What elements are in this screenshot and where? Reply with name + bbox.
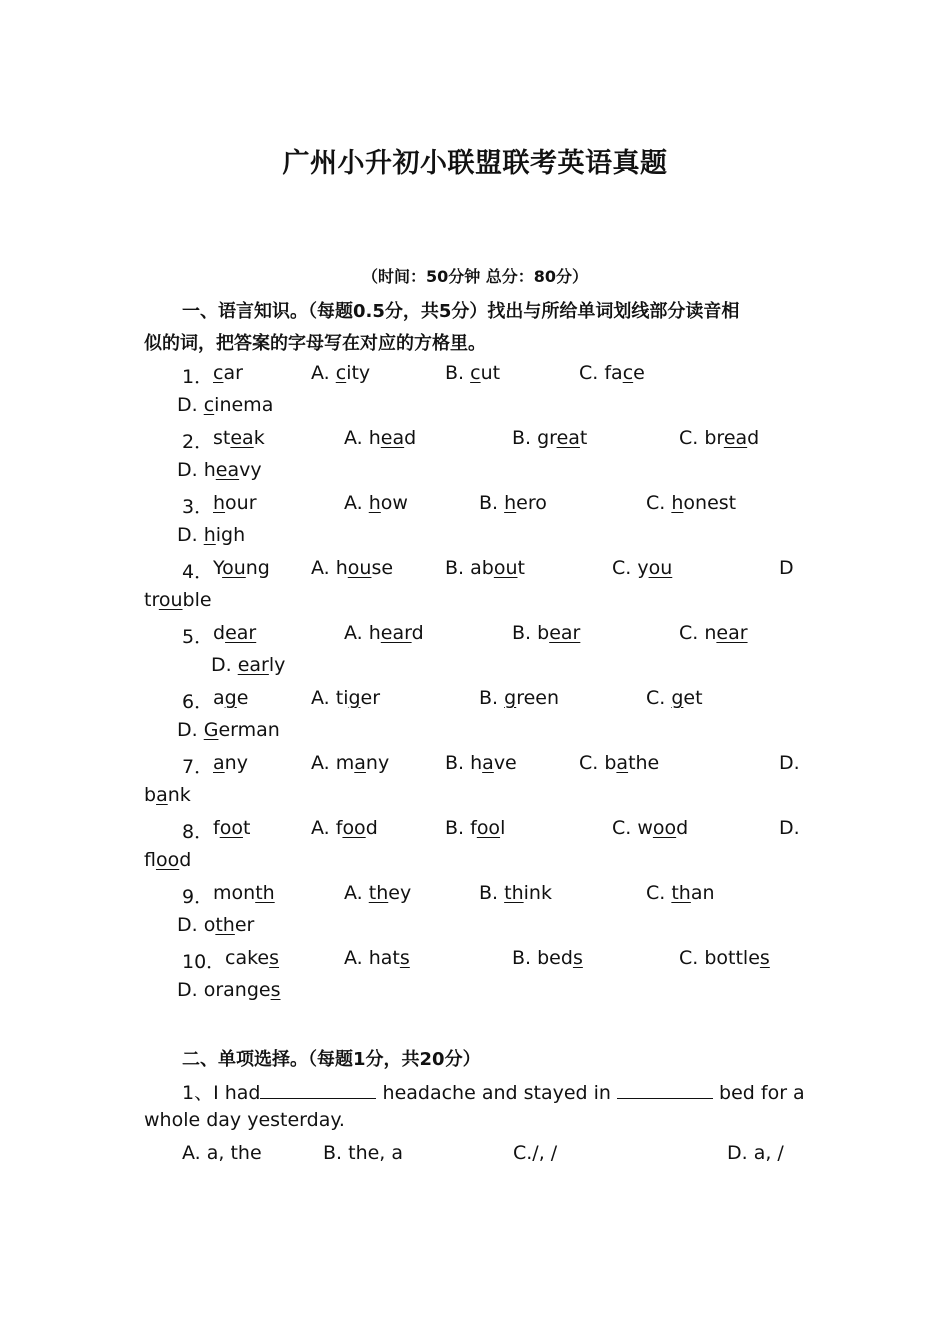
question-8-option-b[interactable]	[445, 817, 505, 839]
word-part: B. bed	[512, 947, 573, 969]
underlined-letters: th	[368, 882, 389, 904]
word-part: se	[371, 557, 394, 579]
question-8-number: 8．	[182, 821, 214, 843]
question-4-option-d[interactable]	[144, 589, 212, 611]
question-5-option-a[interactable]	[344, 622, 424, 644]
word-part: ut	[480, 362, 501, 384]
word-part: d	[747, 427, 760, 449]
question-6-option-d[interactable]	[177, 719, 280, 741]
word-part: ero	[516, 492, 547, 514]
question-10-option-b[interactable]	[512, 947, 583, 969]
word-part: D.	[211, 654, 238, 676]
time-info: （时间：50分钟 总分：80分）	[361, 267, 589, 286]
underlined-letters: ear	[225, 622, 257, 644]
question-8-option-a[interactable]	[311, 817, 378, 839]
word-part: e	[633, 362, 645, 384]
question-10-option-a[interactable]	[344, 947, 410, 969]
word-part: d	[676, 817, 689, 839]
underlined-letters: g	[671, 687, 684, 709]
word-part: A. h	[344, 427, 381, 449]
question-2-option-c[interactable]	[679, 427, 759, 449]
question-5-word	[213, 622, 256, 644]
question-4-option-c[interactable]	[612, 557, 672, 579]
underlined-letters: oo	[155, 849, 180, 871]
word-part: d	[404, 427, 417, 449]
word-part: ey	[388, 882, 412, 904]
word-part: b	[144, 784, 157, 806]
word-part: A.	[344, 492, 369, 514]
question-1-option-c[interactable]	[579, 362, 645, 384]
question-10-number: 10．	[182, 951, 226, 973]
word-part: vy	[239, 459, 262, 481]
word-part: D.	[779, 817, 800, 839]
word-part: C. b	[579, 752, 617, 774]
word-part: D. o	[177, 914, 216, 936]
mc-question-1-option-b[interactable]: B. the, a	[323, 1142, 404, 1164]
underlined-letters: g	[224, 687, 237, 709]
question-5-option-c[interactable]	[679, 622, 748, 644]
word-part: C. bottle	[679, 947, 760, 969]
underlined-letters: h	[368, 492, 381, 514]
word-part: fl	[144, 849, 156, 871]
question-3-option-b[interactable]	[479, 492, 547, 514]
question-8-word	[213, 817, 250, 839]
word-part: ve	[493, 752, 517, 774]
question-5-number: 5．	[182, 626, 214, 648]
question-2-word	[213, 427, 265, 449]
question-6-number: 6．	[182, 691, 214, 713]
question-1-option-b[interactable]	[445, 362, 500, 384]
word-part: d	[411, 622, 424, 644]
word-part: A. ti	[311, 687, 349, 709]
question-2-option-b[interactable]	[512, 427, 587, 449]
underlined-letters: oo	[652, 817, 677, 839]
word-part: tr	[144, 589, 159, 611]
question-3-option-d[interactable]	[177, 524, 245, 546]
underlined-letters: oo	[219, 817, 243, 839]
underlined-letters: c	[335, 362, 347, 384]
q1-text-b: headache and stayed in	[376, 1082, 617, 1104]
question-9-word	[213, 882, 275, 904]
word-part: B. f	[445, 817, 477, 839]
underlined-letters: a	[616, 752, 629, 774]
underlined-letters: G	[203, 719, 219, 741]
question-1-option-d[interactable]	[177, 394, 273, 416]
word-part: B.	[445, 362, 471, 384]
section1-heading-line2: 似的词，把答案的字母写在对应的方格里。	[144, 333, 486, 354]
underlined-letters: a	[213, 752, 225, 774]
word-part: e	[236, 687, 249, 709]
question-9-number: 9．	[182, 886, 214, 908]
word-part: C.	[646, 882, 672, 904]
mc-question-1-line1	[182, 1078, 805, 1105]
question-7-word	[213, 752, 248, 774]
word-part: ng	[245, 557, 270, 579]
question-7-option-d[interactable]	[144, 784, 191, 806]
underlined-letters: ea	[556, 427, 580, 449]
question-7-option-c[interactable]	[579, 752, 659, 774]
word-part: d	[213, 622, 226, 644]
underlined-letters: ou	[347, 557, 372, 579]
word-part: er	[360, 687, 381, 709]
word-part: D. h	[177, 459, 216, 481]
underlined-letters: g	[504, 687, 517, 709]
q1-blank-2[interactable]	[617, 1097, 713, 1099]
word-part: A.	[344, 882, 369, 904]
question-5-option-b[interactable]	[512, 622, 580, 644]
word-part: erman	[218, 719, 280, 741]
underlined-letters: s	[270, 979, 281, 1001]
question-3-number: 3．	[182, 496, 214, 518]
q1-text-a: 1、I had	[182, 1082, 261, 1104]
underlined-letters: c	[203, 394, 215, 416]
word-part: ly	[268, 654, 286, 676]
word-part: cake	[225, 947, 270, 969]
underlined-letters: s	[759, 947, 770, 969]
question-2-number: 2．	[182, 431, 214, 453]
underlined-letters: ea	[215, 459, 240, 481]
question-9-option-c[interactable]	[646, 882, 715, 904]
question-1-word	[213, 362, 243, 384]
question-2-option-d[interactable]	[177, 459, 262, 481]
question-7-option-d-label[interactable]	[779, 752, 800, 774]
question-6-word	[213, 687, 248, 709]
word-part: D.	[177, 524, 204, 546]
word-part: ble	[182, 589, 212, 611]
word-part: C. n	[679, 622, 717, 644]
underlined-letters: ou	[222, 557, 246, 579]
mc-question-1-option-a[interactable]: A. a, the	[182, 1142, 262, 1164]
question-8-option-d-label[interactable]	[779, 817, 800, 839]
underlined-letters: ou	[648, 557, 673, 579]
underlined-letters: s	[572, 947, 583, 969]
underlined-letters: oo	[342, 817, 366, 839]
question-3-word	[213, 492, 257, 514]
question-3-option-c[interactable]	[646, 492, 736, 514]
word-part: f	[213, 817, 220, 839]
underlined-letters: c	[213, 362, 224, 384]
word-part: igh	[215, 524, 246, 546]
question-8-option-c[interactable]	[612, 817, 688, 839]
question-8-option-d[interactable]	[144, 849, 191, 871]
question-7-option-a[interactable]	[311, 752, 389, 774]
word-part: D.	[177, 719, 204, 741]
word-part: the	[628, 752, 660, 774]
question-4-option-b[interactable]	[445, 557, 525, 579]
word-part: D. orange	[177, 979, 271, 1001]
word-part: C.	[646, 492, 672, 514]
underlined-letters: h	[671, 492, 684, 514]
mc-question-1-option-c[interactable]: C./, /	[513, 1142, 558, 1164]
question-10-option-d[interactable]	[177, 979, 281, 1001]
underlined-letters: h	[203, 524, 216, 546]
underlined-letters: ear	[549, 622, 581, 644]
question-7-option-b[interactable]	[445, 752, 517, 774]
word-part: et	[683, 687, 703, 709]
q1-text-c: bed for a	[713, 1082, 805, 1104]
word-part: d	[365, 817, 378, 839]
word-part: A.	[311, 362, 336, 384]
word-part: t	[242, 817, 251, 839]
word-part: onest	[683, 492, 737, 514]
question-7-number: 7．	[182, 756, 214, 778]
question-6-option-a[interactable]	[311, 687, 380, 709]
word-part: our	[225, 492, 257, 514]
word-part: a	[213, 687, 225, 709]
word-part: B.	[479, 882, 505, 904]
word-part: nk	[167, 784, 191, 806]
question-1-option-a[interactable]	[311, 362, 370, 384]
question-5-option-d[interactable]	[211, 654, 285, 676]
word-part: ar	[223, 362, 243, 384]
underlined-letters: h	[504, 492, 517, 514]
question-9-option-a[interactable]	[344, 882, 411, 904]
underlined-letters: ea	[380, 427, 405, 449]
question-10-word	[225, 947, 279, 969]
word-part: D.	[177, 394, 204, 416]
word-part: d	[179, 849, 192, 871]
word-part: D.	[779, 752, 800, 774]
section1-heading-line1: 一、语言知识。（每题0.5分，共5分）找出与所给单词划线部分读音相	[182, 301, 740, 322]
word-part: C. w	[612, 817, 653, 839]
underlined-letters: a	[156, 784, 168, 806]
word-part: t	[517, 557, 525, 579]
word-part: Y	[213, 557, 223, 579]
underlined-letters: g	[348, 687, 361, 709]
word-part: l	[500, 817, 506, 839]
q1-blank-1[interactable]	[260, 1097, 376, 1099]
question-3-option-a[interactable]	[344, 492, 408, 514]
word-part: inema	[214, 394, 274, 416]
page-title: 广州小升初小联盟联考英语真题	[282, 148, 668, 179]
underlined-letters: ea	[230, 427, 254, 449]
word-part: t	[579, 427, 588, 449]
underlined-letters: a	[482, 752, 494, 774]
word-part: B.	[479, 492, 505, 514]
word-part: ow	[380, 492, 408, 514]
underlined-letters: c	[622, 362, 634, 384]
underlined-letters: s	[399, 947, 410, 969]
word-part: C.	[646, 687, 672, 709]
underlined-letters: ear	[380, 622, 412, 644]
word-part: A. h	[311, 557, 348, 579]
word-part: ny	[224, 752, 248, 774]
underlined-letters: ear	[237, 654, 269, 676]
underlined-letters: th	[504, 882, 524, 904]
mc-question-1-option-d[interactable]: D. a, /	[727, 1142, 784, 1164]
underlined-letters: ou	[493, 557, 518, 579]
underlined-letters: h	[213, 492, 226, 514]
question-6-option-b[interactable]	[479, 687, 559, 709]
word-part: ny	[365, 752, 390, 774]
underlined-letters: th	[255, 882, 275, 904]
question-9-option-b[interactable]	[479, 882, 552, 904]
question-4-option-a[interactable]	[311, 557, 393, 579]
question-1-number: 1．	[182, 366, 214, 388]
word-part: k	[253, 427, 265, 449]
underlined-letters: oo	[476, 817, 501, 839]
word-part: B. ab	[445, 557, 494, 579]
word-part: ity	[346, 362, 371, 384]
question-4-word	[213, 557, 270, 579]
word-part: A. m	[311, 752, 355, 774]
word-part: ink	[523, 882, 552, 904]
word-part: C. y	[612, 557, 649, 579]
question-10-option-c[interactable]	[679, 947, 770, 969]
underlined-letters: ea	[723, 427, 748, 449]
underlined-letters: s	[269, 947, 280, 969]
word-part: C. br	[679, 427, 724, 449]
question-4-number: 4．	[182, 561, 214, 583]
word-part: B. h	[445, 752, 483, 774]
word-part: B. gr	[512, 427, 557, 449]
word-part: D	[779, 557, 794, 579]
word-part: reen	[516, 687, 560, 709]
word-part: A. hat	[344, 947, 400, 969]
underlined-letters: ou	[158, 589, 183, 611]
underlined-letters: th	[671, 882, 691, 904]
word-part: er	[234, 914, 255, 936]
word-part: C. fa	[579, 362, 623, 384]
question-2-option-a[interactable]	[344, 427, 416, 449]
word-part: st	[213, 427, 231, 449]
word-part: B. b	[512, 622, 550, 644]
word-part: B.	[479, 687, 505, 709]
underlined-letters: a	[354, 752, 366, 774]
underlined-letters: ear	[716, 622, 748, 644]
word-part: A. h	[344, 622, 381, 644]
section2-heading: 二、单项选择。（每题1分，共20分）	[182, 1049, 481, 1070]
underlined-letters: th	[215, 914, 235, 936]
mc-question-1-line2: whole day yesterday.	[144, 1109, 345, 1131]
question-4-option-d-label[interactable]	[779, 557, 794, 579]
question-9-option-d[interactable]	[177, 914, 254, 936]
word-part: an	[690, 882, 715, 904]
word-part: mon	[213, 882, 256, 904]
word-part: A. f	[311, 817, 343, 839]
question-6-option-c[interactable]	[646, 687, 703, 709]
underlined-letters: c	[470, 362, 481, 384]
